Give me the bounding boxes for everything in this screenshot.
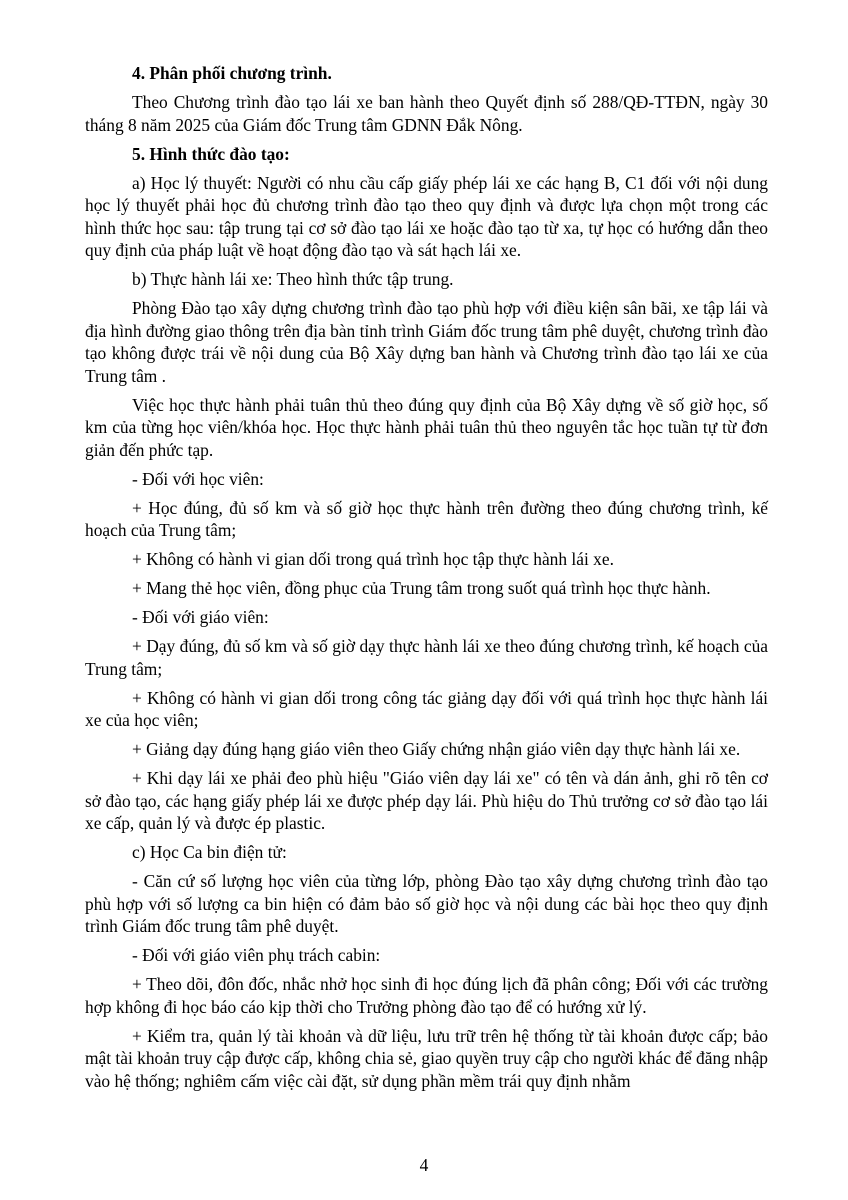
teachers-heading: - Đối với giáo viên: — [132, 607, 269, 627]
cabin-teachers-item-2: + Kiểm tra, quản lý tài khoản và dữ liệu, lưu trữ trên hệ thống từ tài khoản được cấp; bảo mật tài khoản truy cập được cấp, không chia sẻ, giao quyền truy cập cho người khác để đăng nhập vào hệ thống; nghiêm cấm việc cài đặt, sử dụng phần mềm trái quy định nhằm — [85, 1025, 768, 1091]
teachers-item-3: + Giảng dạy đúng hạng giáo viên theo Giấy chứng nhận giáo viên dạy thực hành lái xe. — [132, 739, 741, 759]
cabin-paragraph: - Căn cứ số lượng học viên của từng lớp, phòng Đào tạo xây dựng chương trình đào tạo phù hợp với số lượng ca bin hiện có đảm bảo số giờ học và nội dung các bài học theo quy định trình Giám đốc trung tâm phê duyệt. — [85, 871, 768, 936]
section-5-heading: 5. Hình thức đào tạo: — [132, 143, 290, 164]
students-item-3: + Mang thẻ học viên, đồng phục của Trung tâm trong suốt quá trình học thực hành. — [132, 578, 711, 598]
cabin-heading: c) Học Ca bin điện tử: — [132, 842, 287, 862]
page-number: 4 — [419, 1155, 429, 1175]
teachers-item-1: + Dạy đúng, đủ số km và số giờ dạy thực hành lái xe theo đúng chương trình, kế hoạch của Trung tâm; — [85, 636, 768, 679]
cabin-teachers-item-1: + Theo dõi, đôn đốc, nhắc nhở học sinh đi học đúng lịch đã phân công; Đối với các trường hợp không đi học báo cáo kịp thời cho Trưởng phòng đào tạo để có hướng xử lý. — [85, 974, 768, 1017]
students-item-1: + Học đúng, đủ số km và số giờ học thực hành trên đường theo đúng chương trình, kế hoạch của Trung tâm; — [85, 497, 768, 540]
document-body — [85, 62, 768, 1099]
section-4-paragraph: Theo Chương trình đào tạo lái xe ban hành theo Quyết định số 288/QĐ-TTĐN, ngày 30 tháng 8 năm 2025 của Giám đốc Trung tâm GDNN Đắk Nông. — [85, 92, 768, 135]
section-4-heading: 4. Phân phối chương trình. — [132, 63, 332, 83]
students-item-2: + Không có hành vi gian dối trong quá trình học tập thực hành lái xe. — [132, 549, 614, 569]
teachers-item-4: + Khi dạy lái xe phải đeo phù hiệu "Giáo viên dạy lái xe" có tên và dán ảnh, ghi rõ tên cơ sở đào tạo, các hạng giấy phép lái xe được phép dạy lái. Phù hiệu do Thủ trưởng cơ sở đào tạo lái xe cấp, quản lý và được ép plastic. — [85, 768, 768, 833]
theory-paragraph: a) Học lý thuyết: Người có nhu cầu cấp giấy phép lái xe các hạng B, C1 đối với nội dung học lý thuyết phải học đủ chương trình đào tạo theo quy định và được lựa chọn một trong các hình thức học sau: tập trung tại cơ sở đào tạo lái xe hoặc đào tạo từ xa, tự học có hướng dẫn theo quy định của pháp luật về hoạt động đào tạo và sát hạch lái xe. — [85, 172, 768, 260]
training-dept-paragraph: Phòng Đào tạo xây dựng chương trình đào tạo phù hợp với điều kiện sân bãi, xe tập lái và địa hình đường giao thông trên địa bàn tỉnh trình Giám đốc trung tâm phê duyệt, chương trình đào tạo không được trái về nội dung của Bộ Xây dựng ban hành và Chương trình đào tạo lái xe của Trung tâm . — [85, 298, 768, 386]
cabin-teachers-heading: - Đối với giáo viên phụ trách cabin: — [132, 945, 381, 965]
practice-paragraph: b) Thực hành lái xe: Theo hình thức tập trung. — [132, 269, 454, 289]
practice-rules-paragraph: Việc học thực hành phải tuân thủ theo đúng quy định của Bộ Xây dựng về số giờ học, số km của từng học viên/khóa học. Học thực hành phải tuân thủ theo nguyên tắc học tuần tự từ đơn giản đến phức tạp. — [85, 394, 768, 460]
students-heading: - Đối với học viên: — [132, 468, 264, 489]
teachers-item-2: + Không có hành vi gian dối trong công tác giảng dạy đối với quá trình học thực hành lái xe của học viên; — [85, 687, 768, 730]
